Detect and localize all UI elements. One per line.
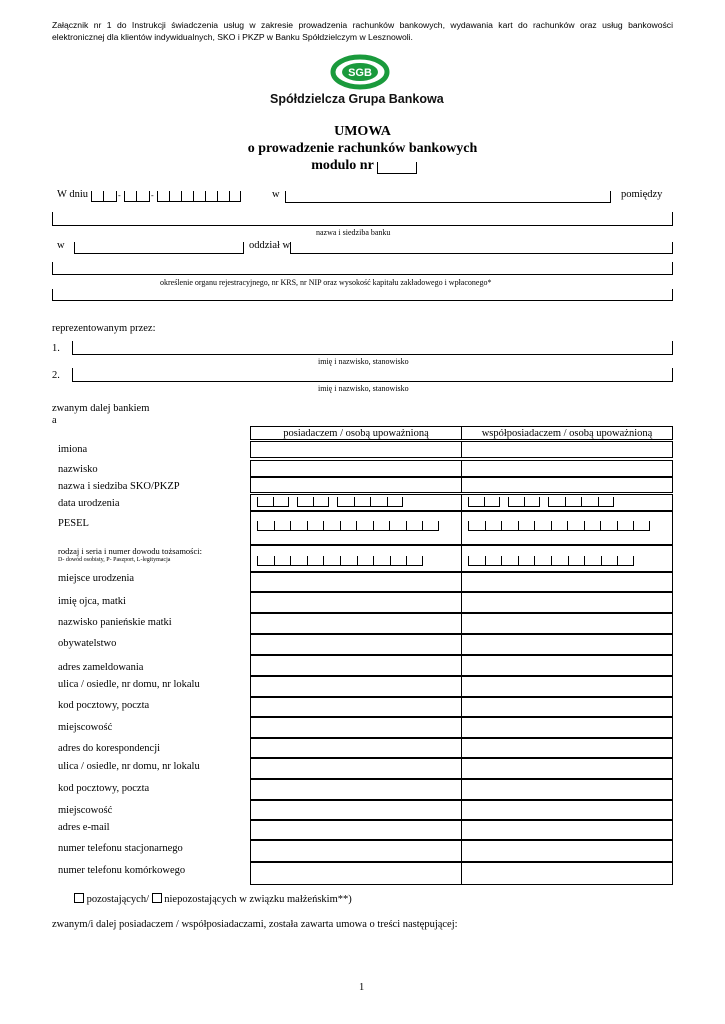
page-number: 1 [359, 982, 365, 993]
label-corr-address: adres do korespondencji [58, 743, 161, 754]
rep1-number: 1. [52, 343, 60, 354]
not-married-label: niepozostających w związku małżeńskim**) [164, 894, 352, 905]
modulo-number-field[interactable] [377, 162, 417, 174]
date-month-field[interactable] [124, 191, 150, 202]
registry-field-2[interactable] [52, 289, 673, 301]
not-married-checkbox[interactable] [152, 893, 162, 903]
rep2-number: 2. [52, 370, 60, 381]
logo-brand-name: Spółdzielcza Grupa Bankowa [270, 92, 444, 106]
title-line2: o prowadzenie rachunków bankowych [247, 141, 478, 156]
label-id-doc-note: D- dowód osobisty, P- Paszport, L-legitymacja [58, 557, 171, 563]
label-street: ulica / osiedle, nr domu, nr lokalu [58, 679, 200, 690]
street2-col2-field[interactable] [461, 758, 673, 779]
id-doc-col1-field[interactable] [250, 545, 462, 572]
branch-in-label: w [57, 240, 65, 251]
married-checkbox[interactable] [74, 893, 84, 903]
label-citizenship: obywatelstwo [58, 638, 117, 649]
city-field[interactable] [285, 191, 611, 203]
bank-called-label: zwanym dalej bankiem [52, 403, 150, 414]
reg-address-col2-field[interactable] [461, 655, 673, 676]
postal-col1-field[interactable] [250, 697, 462, 717]
col1-header: posiadaczem / osobą upoważnioną [250, 426, 462, 440]
street-col1-field[interactable] [250, 676, 462, 697]
label-postal2: kod pocztowy, poczta [58, 783, 150, 794]
date-day-field[interactable] [91, 191, 117, 202]
header-note: Załącznik nr 1 do Instrukcji świadczenia usług w zakresie prowadzenia rachunków bankowych, wydawania kart do rachunków oraz usług bankowości elektronicznej dla klientów indywidualnych, SKO i PKZP w Banku Spółdzielczym w Lesznowoli. [52, 20, 673, 42]
birth-col2-field[interactable] [461, 494, 673, 511]
parents-col1-field[interactable] [250, 592, 462, 613]
branch-field[interactable] [290, 242, 673, 254]
label-parents: imię ojca, matki [58, 596, 126, 607]
logo-badge: SGB [348, 67, 372, 79]
postal2-col2-field[interactable] [461, 779, 673, 800]
reg-address-col1-field[interactable] [250, 655, 462, 676]
pesel-col1-field[interactable] [250, 511, 462, 545]
label-birth-place: miejsce urodzenia [58, 573, 135, 584]
phone-col1-field[interactable] [250, 840, 462, 862]
date-label: W dniu [57, 189, 89, 200]
city-col2-field[interactable] [461, 717, 673, 738]
label-imiona: imiona [58, 444, 88, 455]
bank-name-field[interactable] [52, 212, 673, 226]
phone-col2-field[interactable] [461, 840, 673, 862]
pesel-col2-field[interactable] [461, 511, 673, 545]
nazwisko-col1-field[interactable] [250, 460, 462, 477]
in-label: w [272, 189, 280, 200]
between-label: pomiędzy [621, 189, 663, 200]
citizenship-col1-field[interactable] [250, 634, 462, 655]
label-birth: data urodzenia [58, 498, 120, 509]
label-postal: kod pocztowy, poczta [58, 700, 150, 711]
married-label: pozostających/ [86, 894, 150, 905]
birth-place-col1-field[interactable] [250, 572, 462, 592]
title-line3: modulo nr [311, 158, 374, 173]
label-nazwisko: nazwisko [58, 464, 98, 475]
postal-col2-field[interactable] [461, 697, 673, 717]
date-year-field[interactable] [157, 191, 241, 202]
email-col1-field[interactable] [250, 820, 462, 840]
and-label: a [52, 415, 57, 426]
closing-text: zwanym/i dalej posiadaczem / współposiadaczami, została zawarta umowa o treści następującej: [52, 919, 458, 930]
label-mobile: numer telefonu komórkowego [58, 865, 186, 876]
branch-label: oddział w [249, 240, 291, 251]
imiona-col2-field[interactable] [461, 441, 673, 458]
id-doc-col2-field[interactable] [461, 545, 673, 572]
branch-city-field[interactable] [74, 242, 244, 254]
bank-caption: nazwa i siedziba banku [316, 228, 391, 237]
maiden-col1-field[interactable] [250, 613, 462, 634]
maiden-col2-field[interactable] [461, 613, 673, 634]
citizenship-col2-field[interactable] [461, 634, 673, 655]
rep2-caption: imię i nazwisko, stanowisko [318, 384, 409, 393]
birth-col1-field[interactable] [250, 494, 462, 511]
city-col1-field[interactable] [250, 717, 462, 738]
corr-address-col1-field[interactable] [250, 738, 462, 758]
registry-caption: określenie organu rejestracyjnego, nr KRS, nr NIP oraz wysokość kapitału zakładowego i wpłaconego* [160, 278, 492, 287]
sko-col2-field[interactable] [461, 477, 673, 493]
city2-col1-field[interactable] [250, 800, 462, 820]
label-phone: numer telefonu stacjonarnego [58, 843, 183, 854]
street2-col1-field[interactable] [250, 758, 462, 779]
birth-place-col2-field[interactable] [461, 572, 673, 592]
label-pesel: PESEL [58, 518, 89, 529]
city2-col2-field[interactable] [461, 800, 673, 820]
rep2-field[interactable] [72, 368, 673, 382]
corr-address-col2-field[interactable] [461, 738, 673, 758]
sgb-logo-icon [330, 54, 390, 90]
represented-label: reprezentowanym przez: [52, 323, 156, 334]
label-city: miejscowość [58, 722, 113, 733]
label-maiden: nazwisko panieńskie matki [58, 617, 172, 628]
label-city2: miejscowość [58, 805, 113, 816]
label-email: adres e-mail [58, 822, 110, 833]
nazwisko-col2-field[interactable] [461, 460, 673, 477]
label-street2: ulica / osiedle, nr domu, nr lokalu [58, 761, 200, 772]
label-id-doc: rodzaj i seria i numer dowodu tożsamości: [58, 546, 202, 556]
parents-col2-field[interactable] [461, 592, 673, 613]
registry-field[interactable] [52, 262, 673, 275]
mobile-col1-field[interactable] [250, 862, 462, 885]
label-reg-address: adres zameldowania [58, 662, 144, 673]
postal2-col1-field[interactable] [250, 779, 462, 800]
street-col2-field[interactable] [461, 676, 673, 697]
title-line1: UMOWA [334, 124, 391, 139]
sko-col1-field[interactable] [250, 477, 462, 493]
col2-header: współposiadaczem / osobą upoważnioną [461, 426, 673, 440]
rep1-caption: imię i nazwisko, stanowisko [318, 357, 409, 366]
rep1-field[interactable] [72, 341, 673, 355]
mobile-col2-field[interactable] [461, 862, 673, 885]
label-sko: nazwa i siedziba SKO/PKZP [58, 481, 180, 492]
email-col2-field[interactable] [461, 820, 673, 840]
imiona-col1-field[interactable] [250, 441, 462, 458]
marital-status [74, 893, 352, 905]
